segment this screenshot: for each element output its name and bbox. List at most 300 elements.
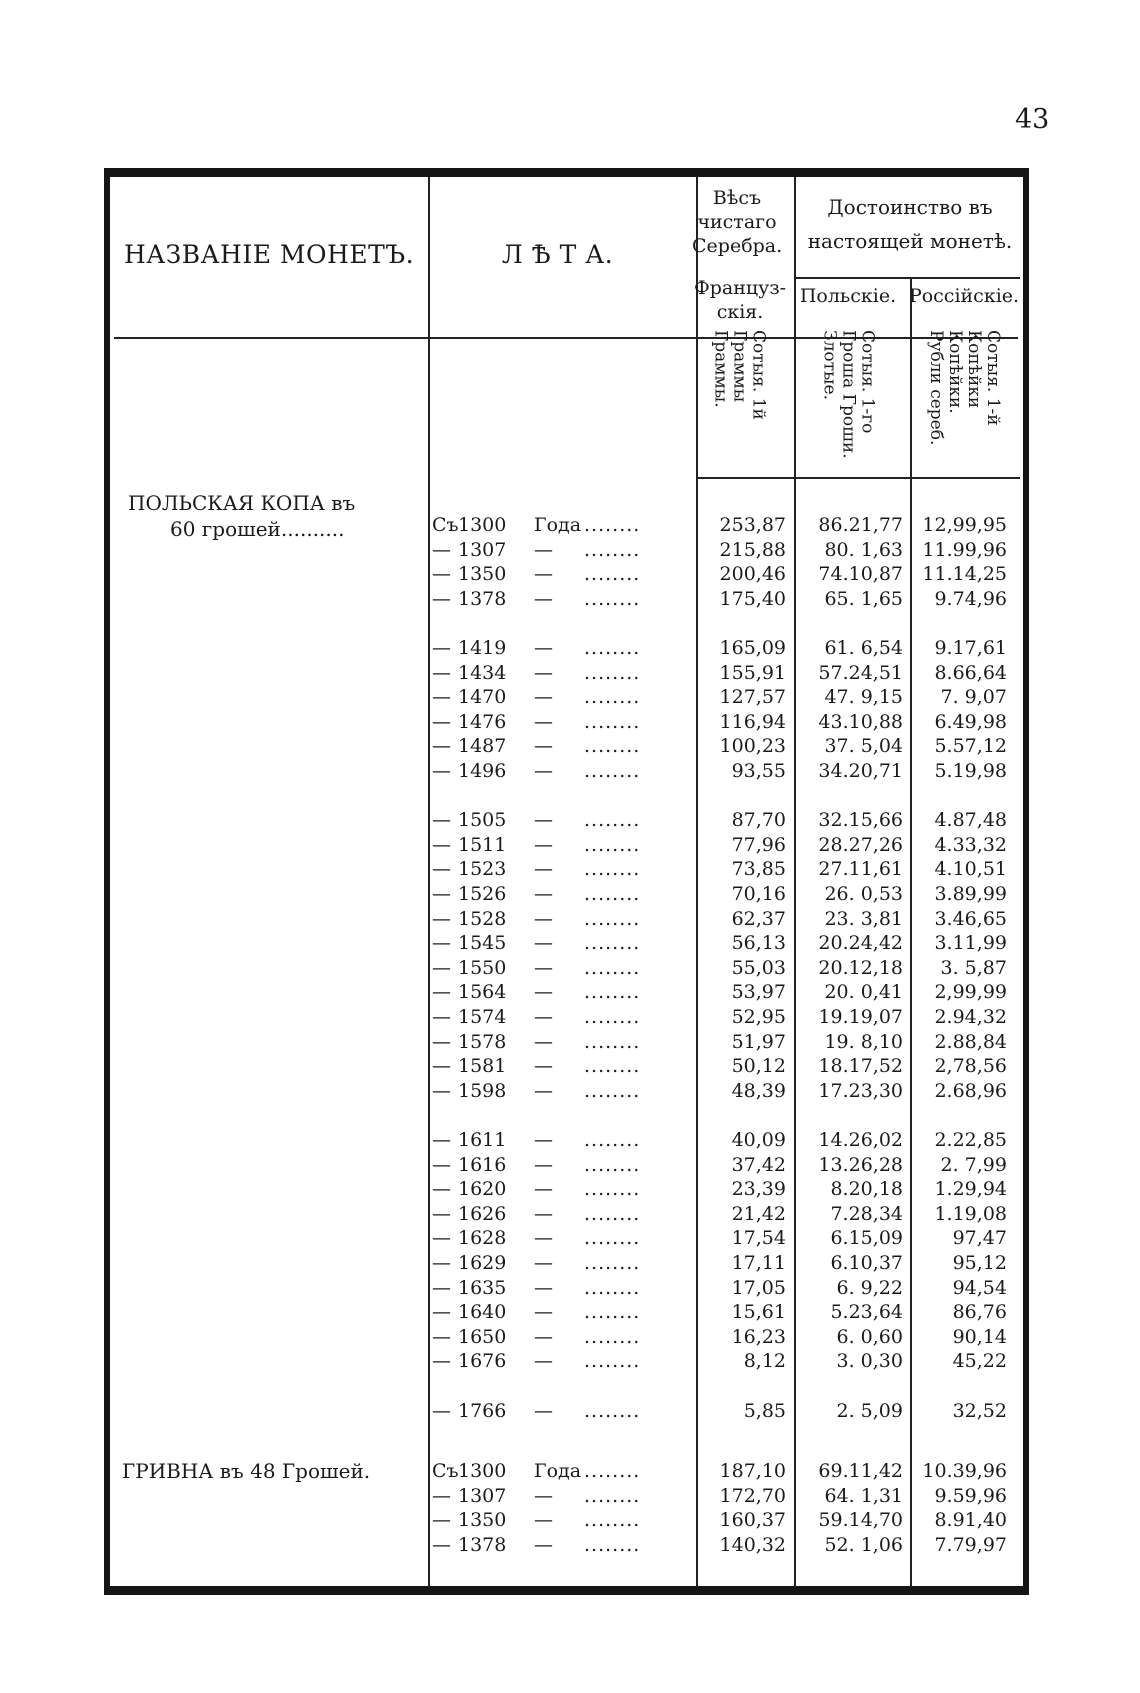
year-prefix: Съ [432,514,459,536]
french-grams-cell: 40,09 [731,1129,786,1151]
unit-label-russian [908,330,1020,465]
year-prefix: — [432,1006,451,1028]
french-grams-cell: 165,09 [719,637,786,659]
year-prefix: — [432,735,451,758]
leader-dots: ........ [584,1030,641,1053]
year-value: 1350 [458,563,507,586]
unit-label-polish [792,330,904,465]
polish-value-cell: 59.14,70 [818,1509,903,1532]
year-suffix: — [534,1325,553,1348]
year-cell [432,857,680,882]
year-value: 1300 [458,514,507,536]
year-value: 1616 [458,1153,507,1176]
year-suffix: — [534,1055,553,1078]
leader-dots: ........ [584,1227,641,1250]
year-suffix: — [534,587,553,610]
russian-value-cell: 1.19,08 [934,1202,1007,1225]
russian-value-cell: 7. 9,07 [940,686,1007,709]
year-cell [432,907,680,932]
french-grams-cell: 17,11 [731,1252,786,1274]
year-cell [432,685,680,710]
polish-value-cell: 13.26,28 [818,1153,903,1176]
year-suffix: — [534,1484,553,1507]
polish-value-cell: 14.26,02 [818,1129,903,1151]
year-value: 1676 [458,1350,507,1373]
year-cell [432,710,680,735]
group-label-grivna [122,1458,422,1484]
russian-value-cell: 94,54 [952,1276,1007,1299]
group-label-line: ГРИВНА въ 48 Грошей. [122,1459,371,1483]
header-years: Л Ѣ Т А. [501,240,614,269]
year-value: 1578 [458,1030,507,1053]
polish-value-cell: 69.11,42 [818,1460,903,1482]
french-grams-cell: 175,40 [719,587,786,610]
leader-dots: ........ [584,883,641,905]
year-cell [432,1079,680,1104]
french-grams-cell: 23,39 [731,1178,786,1201]
year-value: 1611 [458,1129,507,1151]
unit-label-russian-text: Сотыя. 1-й Копѣйки Копѣйки. Рубли сереб. [926,330,1003,446]
french-grams-cell: 8,12 [743,1350,786,1373]
year-cell [432,833,680,858]
russian-value-cell: 2.22,85 [934,1129,1007,1151]
year-suffix: — [534,1202,553,1225]
year-value: 1766 [458,1399,507,1422]
year-suffix: — [534,981,553,1004]
polish-value-cell: 20.12,18 [818,956,903,979]
russian-value-cell: 10.39,96 [922,1460,1007,1482]
russian-value-cell: 1.29,94 [934,1178,1007,1201]
year-value: 1511 [458,833,507,856]
group-label-polish-kopa [128,490,418,542]
french-grams-cell: 17,54 [731,1227,786,1250]
russian-value-cell: 5.19,98 [934,760,1007,782]
year-suffix: — [534,833,553,856]
year-cell [432,1251,680,1276]
year-prefix: — [432,1276,451,1299]
polish-value-cell: 5.23,64 [830,1301,903,1324]
group-label-line: ПОЛЬСКАЯ КОПА въ [128,491,356,515]
leader-dots: ........ [584,538,641,561]
year-prefix: — [432,1202,451,1225]
polish-value-cell: 26. 0,53 [824,883,903,905]
year-cell [432,1399,680,1424]
year-suffix: — [534,1533,553,1556]
french-grams-cell: 140,32 [719,1533,786,1556]
year-prefix: — [432,1153,451,1176]
leader-dots: ........ [584,858,641,881]
french-grams-cell: 100,23 [719,735,786,758]
year-prefix: — [432,1350,451,1373]
year-value: 1545 [458,932,507,955]
leader-dots: ........ [584,637,641,659]
russian-value-cell: 32,52 [952,1399,1007,1422]
year-cell [432,1325,680,1350]
year-suffix: — [534,735,553,758]
french-grams-cell: 56,13 [731,932,786,955]
french-grams-cell: 48,39 [731,1079,786,1102]
header-value: Достоинство въ настоящей монетѣ. [807,195,1013,253]
french-grams-cell: 77,96 [731,833,786,856]
unit-label-polish-text: Сотыя. 1-го Гроша Гроши. Злотые. [819,330,878,459]
year-value: 1620 [458,1178,507,1201]
year-cell [432,1226,680,1251]
french-grams-cell: 127,57 [719,686,786,709]
year-suffix: — [534,686,553,709]
polish-value-cell: 6.15,09 [830,1227,903,1250]
year-value: 1626 [458,1202,507,1225]
year-cell [432,808,680,833]
year-value: 1628 [458,1227,507,1250]
leader-dots: ........ [584,1325,641,1348]
russian-value-cell: 2.88,84 [934,1030,1007,1053]
year-suffix: — [534,1129,553,1151]
year-cell [432,1508,680,1533]
leader-dots: ........ [584,1350,641,1373]
year-prefix: — [432,1399,451,1422]
year-cell [432,513,680,538]
year-prefix: — [432,637,451,659]
year-prefix: — [432,932,451,955]
russian-value-cell: 2. 7,99 [940,1153,1007,1176]
leader-dots: ........ [584,735,641,758]
french-grams-cell: 87,70 [731,809,786,832]
leader-dots: ........ [584,1301,641,1324]
leader-dots: ........ [584,514,641,536]
polish-value-cell: 43.10,88 [818,710,903,733]
year-cell [432,1300,680,1325]
french-grams-cell: 51,97 [731,1030,786,1053]
year-cell [432,661,680,686]
leader-dots: ........ [584,686,641,709]
header-silver-weight: Вѣсъ чистаго Серебра. [692,187,783,257]
year-prefix: — [432,710,451,733]
year-prefix: — [432,686,451,709]
russian-value-cell: 8.66,64 [934,661,1007,684]
polish-value-cell: 64. 1,31 [824,1484,903,1507]
polish-value-cell: 52. 1,06 [824,1533,903,1556]
polish-value-cell: 8.20,18 [830,1178,903,1201]
year-prefix: — [432,1227,451,1250]
french-grams-cell: 16,23 [731,1325,786,1348]
polish-value-cell: 2. 5,09 [836,1399,903,1422]
year-suffix: — [534,1301,553,1324]
year-cell [432,1349,680,1374]
leader-dots: ........ [584,1153,641,1176]
russian-value-cell: 3. 5,87 [940,956,1007,979]
year-prefix: — [432,956,451,979]
year-cell [432,734,680,759]
polish-value-cell: 19.19,07 [818,1006,903,1028]
year-suffix: — [534,563,553,586]
russian-value-cell: 3.11,99 [934,932,1007,955]
year-cell [432,1153,680,1178]
year-value: 1635 [458,1276,507,1299]
year-prefix: — [432,1252,451,1274]
year-prefix: — [432,538,451,561]
year-suffix: — [534,1006,553,1028]
leader-dots: ........ [584,1178,641,1201]
french-grams-cell: 116,94 [719,710,786,733]
year-suffix: — [534,1350,553,1373]
russian-value-cell: 2.68,96 [934,1079,1007,1102]
year-value: 1378 [458,587,507,610]
french-grams-cell: 37,42 [731,1153,786,1176]
leader-dots: ........ [584,809,641,832]
polish-value-cell: 20.24,42 [818,932,903,955]
divider-name-years [428,177,430,1587]
year-suffix: — [534,883,553,905]
year-value: 1434 [458,661,507,684]
year-suffix: — [534,1227,553,1250]
leader-dots: ........ [584,661,641,684]
polish-value-cell: 23. 3,81 [824,907,903,930]
polish-value-cell: 65. 1,65 [824,587,903,610]
year-suffix: — [534,1509,553,1532]
year-cell [432,1177,680,1202]
leader-dots: ........ [584,932,641,955]
leader-dots: ........ [584,1202,641,1225]
year-suffix: Года [534,514,582,536]
year-suffix: — [534,809,553,832]
year-value: 1581 [458,1055,507,1078]
year-prefix: — [432,1178,451,1201]
french-grams-cell: 70,16 [731,883,786,905]
russian-value-cell: 45,22 [952,1350,1007,1373]
year-suffix: — [534,760,553,782]
year-value: 1550 [458,956,507,979]
year-suffix: Года [534,1460,582,1482]
russian-value-cell: 95,12 [952,1252,1007,1274]
year-suffix: — [534,1030,553,1053]
year-value: 1307 [458,1484,507,1507]
leader-dots: ........ [584,1533,641,1556]
leader-dots: ........ [584,833,641,856]
year-prefix: — [432,1533,451,1556]
year-cell [432,882,680,907]
year-prefix: Съ [432,1460,459,1482]
leader-dots: ........ [584,1509,641,1532]
year-cell [432,1484,680,1509]
french-grams-cell: 52,95 [731,1006,786,1028]
header-french: Француз-скія. [694,277,787,323]
polish-value-cell: 57.24,51 [818,661,903,684]
year-value: 1629 [458,1252,507,1274]
year-prefix: — [432,760,451,782]
year-cell [432,1054,680,1079]
leader-dots: ........ [584,1006,641,1028]
russian-value-cell: 90,14 [952,1325,1007,1348]
russian-value-cell: 4.33,32 [934,833,1007,856]
leader-dots: ........ [584,563,641,586]
polish-value-cell: 61. 6,54 [824,637,903,659]
year-value: 1574 [458,1006,507,1028]
year-cell [432,1005,680,1030]
year-cell [432,636,680,661]
year-suffix: — [534,1399,553,1422]
french-grams-cell: 253,87 [719,514,786,536]
year-suffix: — [534,1178,553,1201]
polish-value-cell: 3. 0,30 [836,1350,903,1373]
russian-value-cell: 4.10,51 [934,858,1007,881]
year-suffix: — [534,637,553,659]
year-suffix: — [534,932,553,955]
year-prefix: — [432,981,451,1004]
polish-value-cell: 37. 5,04 [824,735,903,758]
french-grams-cell: 155,91 [719,661,786,684]
leader-dots: ........ [584,710,641,733]
year-value: 1528 [458,907,507,930]
year-suffix: — [534,661,553,684]
year-prefix: — [432,563,451,586]
group-label-line: 60 грошей.......... [170,517,345,541]
polish-value-cell: 6. 9,22 [836,1276,903,1299]
french-grams-cell: 160,37 [719,1509,786,1532]
year-value: 1378 [458,1533,507,1556]
year-suffix: — [534,907,553,930]
russian-value-cell: 6.49,98 [934,710,1007,733]
year-cell [432,587,680,612]
russian-value-cell: 7.79,97 [934,1533,1007,1556]
year-value: 1598 [458,1079,507,1102]
year-cell [432,1128,680,1153]
french-grams-cell: 187,10 [719,1460,786,1482]
year-cell [432,931,680,956]
year-value: 1419 [458,637,507,659]
french-grams-cell: 53,97 [731,981,786,1004]
year-prefix: — [432,661,451,684]
year-value: 1470 [458,686,507,709]
russian-value-cell: 9.17,61 [934,637,1007,659]
year-suffix: — [534,858,553,881]
french-grams-cell: 21,42 [731,1202,786,1225]
russian-value-cell: 2,99,99 [934,981,1007,1004]
year-value: 1476 [458,710,507,733]
year-prefix: — [432,587,451,610]
year-cell [432,1202,680,1227]
year-prefix: — [432,1055,451,1078]
french-grams-cell: 5,85 [743,1399,786,1422]
french-grams-cell: 17,05 [731,1276,786,1299]
french-grams-cell: 93,55 [731,760,786,782]
leader-dots: ........ [584,1484,641,1507]
year-prefix: — [432,858,451,881]
year-cell [432,538,680,563]
header-russian: Россійскіе. [908,285,1020,307]
unit-label-french [692,330,786,465]
russian-value-cell: 3.89,99 [934,883,1007,905]
russian-value-cell: 9.74,96 [934,587,1007,610]
year-prefix: — [432,907,451,930]
leader-dots: ........ [584,1252,641,1274]
russian-value-cell: 97,47 [952,1227,1007,1250]
year-suffix: — [534,1252,553,1274]
leader-dots: ........ [584,760,641,782]
page-number: 43 [1015,104,1050,135]
year-suffix: — [534,538,553,561]
year-value: 1650 [458,1325,507,1348]
year-cell [432,1533,680,1558]
units-rule [696,477,1020,479]
unit-label-french-text: Сотыя. 1й Граммы Граммы. [710,330,769,420]
french-grams-cell: 172,70 [719,1484,786,1507]
russian-value-cell: 2,78,56 [934,1055,1007,1078]
leader-dots: ........ [584,907,641,930]
leader-dots: ........ [584,587,641,610]
french-grams-cell: 62,37 [731,907,786,930]
year-prefix: — [432,883,451,905]
year-cell [432,1459,680,1484]
year-value: 1523 [458,858,507,881]
russian-value-cell: 3.46,65 [934,907,1007,930]
leader-dots: ........ [584,981,641,1004]
year-value: 1564 [458,981,507,1004]
year-suffix: — [534,956,553,979]
year-prefix: — [432,1325,451,1348]
year-prefix: — [432,1030,451,1053]
leader-dots: ........ [584,1276,641,1299]
year-value: 1640 [458,1301,507,1324]
year-prefix: — [432,1079,451,1102]
polish-value-cell: 74.10,87 [818,563,903,586]
leader-dots: ........ [584,1055,641,1078]
year-value: 1496 [458,760,507,782]
year-suffix: — [534,1079,553,1102]
polish-value-cell: 17.23,30 [818,1079,903,1102]
french-grams-cell: 215,88 [719,538,786,561]
year-value: 1526 [458,883,507,905]
leader-dots: ........ [584,1079,641,1102]
year-value: 1487 [458,735,507,758]
year-cell [432,562,680,587]
polish-value-cell: 7.28,34 [830,1202,903,1225]
year-cell [432,956,680,981]
year-prefix: — [432,1129,451,1151]
polish-value-cell: 28.27,26 [818,833,903,856]
polish-value-cell: 86.21,77 [818,514,903,536]
russian-value-cell: 12,99,95 [922,514,1007,536]
russian-value-cell: 11.14,25 [922,563,1007,586]
french-grams-cell: 200,46 [719,563,786,586]
year-cell [432,1030,680,1055]
french-grams-cell: 50,12 [731,1055,786,1078]
year-cell [432,980,680,1005]
year-value: 1307 [458,538,507,561]
subheader-rule [794,277,1020,279]
polish-value-cell: 80. 1,63 [824,538,903,561]
year-cell [432,1276,680,1301]
year-suffix: — [534,1276,553,1299]
russian-value-cell: 9.59,96 [934,1484,1007,1507]
divider-polish-russian [910,277,912,1587]
french-grams-cell: 55,03 [731,956,786,979]
leader-dots: ........ [584,1460,641,1482]
year-cell [432,759,680,784]
polish-value-cell: 47. 9,15 [824,686,903,709]
polish-value-cell: 18.17,52 [818,1055,903,1078]
year-value: 1300 [458,1460,507,1482]
polish-value-cell: 6.10,37 [830,1252,903,1274]
russian-value-cell: 4.87,48 [934,809,1007,832]
russian-value-cell: 86,76 [952,1301,1007,1324]
russian-value-cell: 11.99,96 [922,538,1007,561]
polish-value-cell: 19. 8,10 [824,1030,903,1053]
header-polish: Польскіе. [799,285,897,307]
leader-dots: ........ [584,1399,641,1422]
leader-dots: ........ [584,956,641,979]
year-suffix: — [534,1153,553,1176]
header-coin-names: НАЗВАНІЕ МОНЕТЪ. [123,240,415,269]
